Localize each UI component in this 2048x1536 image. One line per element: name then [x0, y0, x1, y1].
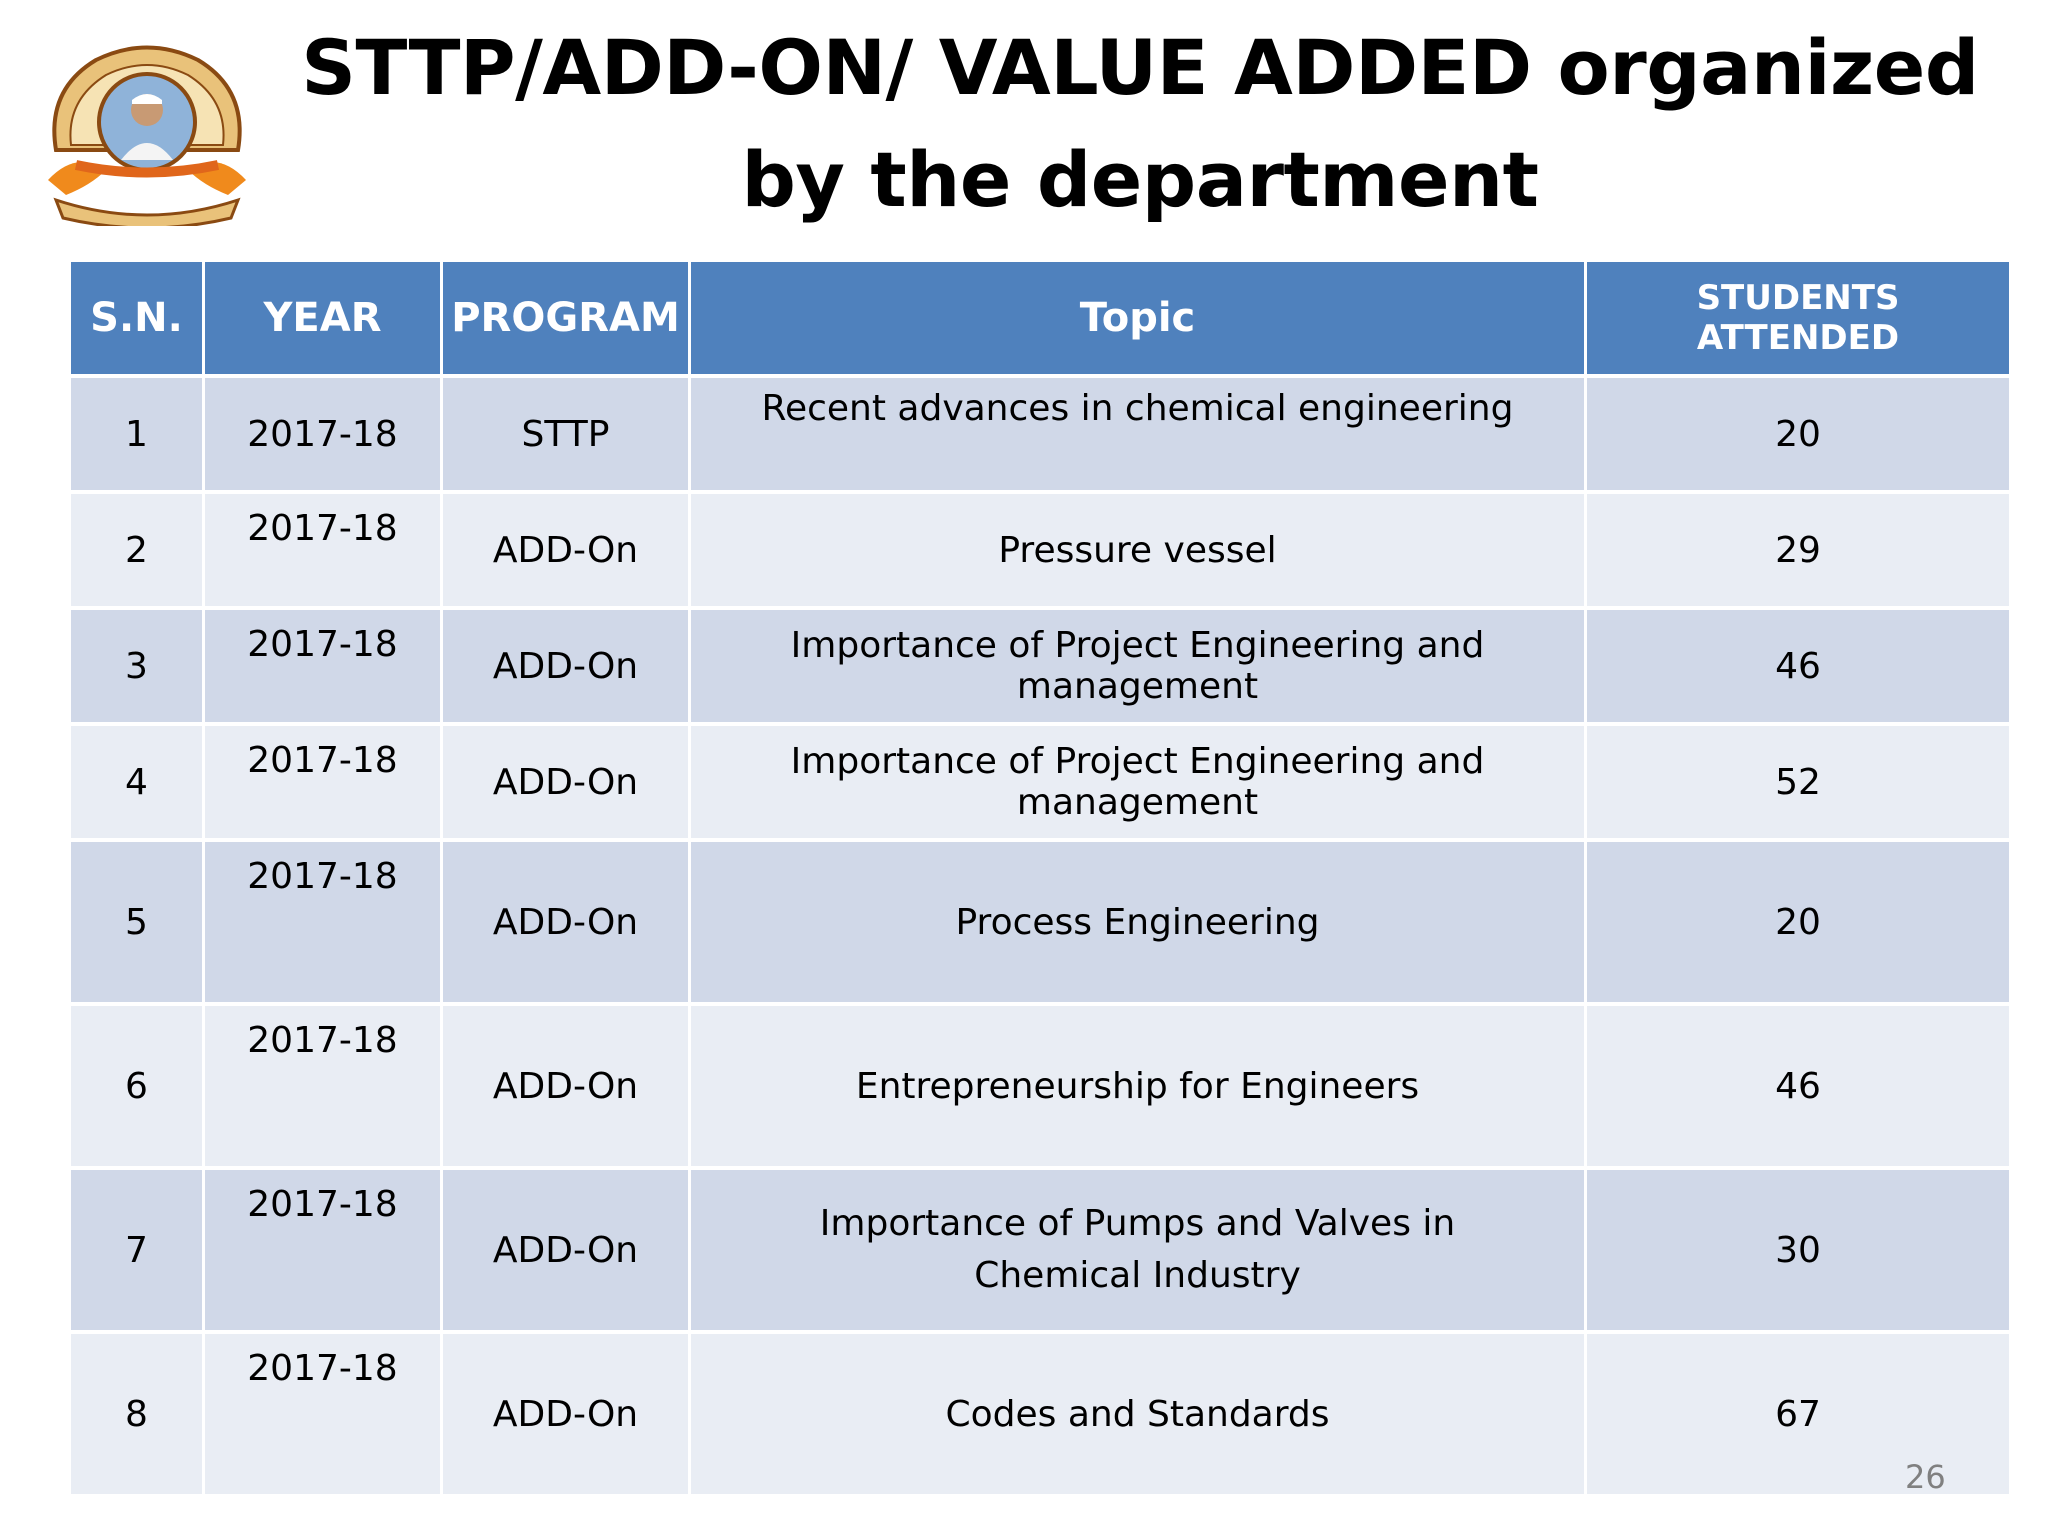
cell-sn: 8: [71, 1334, 202, 1494]
cell-sn: 3: [71, 610, 202, 722]
cell-sn: 2: [71, 494, 202, 606]
cell-sn: 5: [71, 842, 202, 1002]
cell-topic: Importance of Project Engineering and management: [691, 610, 1584, 722]
year-text: 2017-18: [247, 624, 398, 665]
year-text: 2017-18: [247, 1184, 398, 1225]
cell-students: 20: [1587, 378, 2009, 490]
cell-year: [205, 726, 440, 838]
cell-students: 30: [1587, 1170, 2009, 1330]
page-title: STTP/ADD-ON/ VALUE ADDED organized by the department: [301, 23, 1979, 224]
cell-program: ADD-On: [443, 1334, 688, 1494]
table-row: [71, 726, 2009, 838]
cell-program: ADD-On: [443, 842, 688, 1002]
cell-year: [205, 1006, 440, 1166]
cell-program: ADD-On: [443, 494, 688, 606]
institution-logo: [36, 30, 258, 226]
cell-year: [205, 610, 440, 722]
header-year: YEAR: [205, 262, 440, 374]
header-program: PROGRAM: [443, 262, 688, 374]
cell-topic: Process Engineering: [691, 842, 1584, 1002]
cell-sn: 7: [71, 1170, 202, 1330]
table-header-row: [71, 262, 2009, 374]
cell-program: STTP: [443, 378, 688, 490]
cell-topic: Entrepreneurship for Engineers: [691, 1006, 1584, 1166]
page-number: 26: [1905, 1458, 1946, 1496]
year-text: 2017-18: [247, 856, 398, 897]
cell-students: 29: [1587, 494, 2009, 606]
table-row: [71, 610, 2009, 722]
cell-topic: [691, 378, 1584, 490]
cell-year: [205, 1334, 440, 1494]
header-topic: Topic: [691, 262, 1584, 374]
cell-students: 20: [1587, 842, 2009, 1002]
topic-text: Recent advances in chemical engineering: [761, 388, 1514, 429]
cell-year: [205, 842, 440, 1002]
cell-students: 46: [1587, 1006, 2009, 1166]
header-sn: S.N.: [71, 262, 202, 374]
year-text: 2017-18: [247, 1348, 398, 1389]
year-text: 2017-18: [247, 1020, 398, 1061]
cell-year: [205, 494, 440, 606]
cell-topic: Importance of Pumps and Valves in Chemical Industry: [691, 1170, 1584, 1330]
table-row: [71, 494, 2009, 606]
cell-sn: 4: [71, 726, 202, 838]
cell-topic: Pressure vessel: [691, 494, 1584, 606]
cell-program: ADD-On: [443, 726, 688, 838]
table-row: [71, 1170, 2009, 1330]
cell-program: ADD-On: [443, 1170, 688, 1330]
cell-year: [205, 1170, 440, 1330]
programs-table: [68, 258, 2012, 1498]
year-text: 2017-18: [247, 740, 398, 781]
year-text: 2017-18: [247, 508, 398, 549]
table-row: [71, 842, 2009, 1002]
cell-students: 67: [1587, 1334, 2009, 1494]
cell-students: 46: [1587, 610, 2009, 722]
header-students-attended: STUDENTS ATTENDED: [1587, 262, 2009, 374]
cell-year: 2017-18: [205, 378, 440, 490]
cell-program: ADD-On: [443, 610, 688, 722]
cell-sn: 1: [71, 378, 202, 490]
cell-program: ADD-On: [443, 1006, 688, 1166]
table-row: [71, 1006, 2009, 1166]
cell-topic: Importance of Project Engineering and management: [691, 726, 1584, 838]
cell-students: 52: [1587, 726, 2009, 838]
table-row: [71, 1334, 2009, 1494]
cell-sn: 6: [71, 1006, 202, 1166]
cell-topic: Codes and Standards: [691, 1334, 1584, 1494]
table-row: [71, 378, 2009, 490]
